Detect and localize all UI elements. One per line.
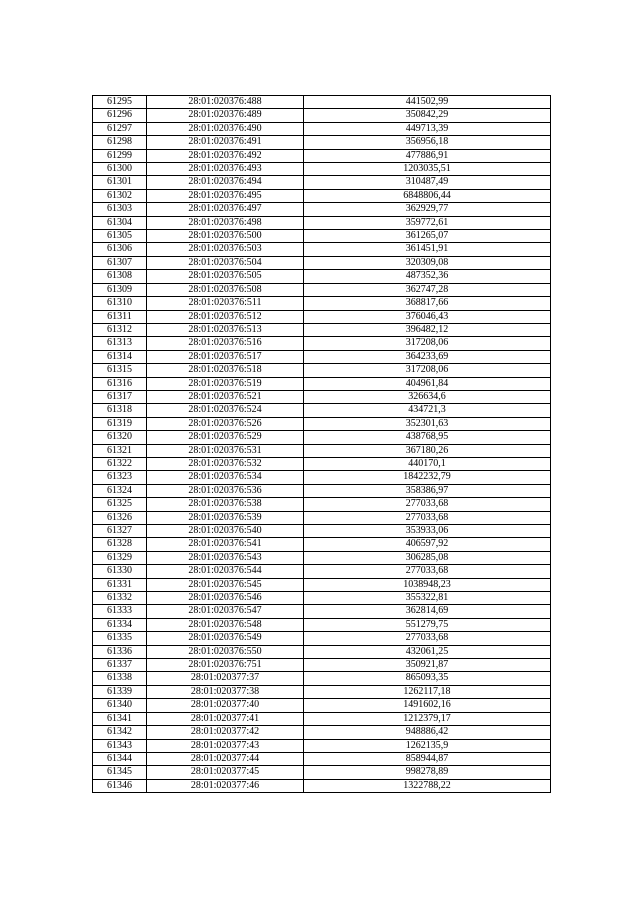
cadastral-value-cell: 1203035,51 — [304, 163, 551, 176]
row-number-cell: 61319 — [93, 417, 147, 430]
cadastral-value-cell: 361451,91 — [304, 243, 551, 256]
cadastral-number-cell: 28:01:020376:549 — [147, 632, 304, 645]
cadastral-number-cell: 28:01:020376:519 — [147, 377, 304, 390]
table-row — [93, 712, 551, 725]
cadastral-number-cell: 28:01:020376:534 — [147, 471, 304, 484]
row-number-cell: 61334 — [93, 618, 147, 631]
table-row — [93, 645, 551, 658]
cadastral-value-cell: 434721,3 — [304, 404, 551, 417]
row-number-cell: 61333 — [93, 605, 147, 618]
row-number-cell: 61300 — [93, 163, 147, 176]
table-row — [93, 404, 551, 417]
table-row — [93, 96, 551, 109]
cadastral-number-cell: 28:01:020377:45 — [147, 766, 304, 779]
table-row — [93, 471, 551, 484]
row-number-cell: 61297 — [93, 122, 147, 135]
table-row — [93, 766, 551, 779]
table-row — [93, 605, 551, 618]
table-row — [93, 511, 551, 524]
row-number-cell: 61322 — [93, 457, 147, 470]
cadastral-value-cell: 367180,26 — [304, 444, 551, 457]
row-number-cell: 61307 — [93, 256, 147, 269]
cadastral-value-cell: 449713,39 — [304, 122, 551, 135]
cadastral-value-cell: 358386,97 — [304, 484, 551, 497]
cadastral-value-cell: 1212379,17 — [304, 712, 551, 725]
row-number-cell: 61335 — [93, 632, 147, 645]
cadastral-value-cell: 356956,18 — [304, 136, 551, 149]
cadastral-number-cell: 28:01:020376:490 — [147, 122, 304, 135]
table-row — [93, 618, 551, 631]
row-number-cell: 61325 — [93, 498, 147, 511]
cadastral-number-cell: 28:01:020376:516 — [147, 337, 304, 350]
table-row — [93, 632, 551, 645]
table-row — [93, 685, 551, 698]
cadastral-number-cell: 28:01:020376:536 — [147, 484, 304, 497]
cadastral-number-cell: 28:01:020376:524 — [147, 404, 304, 417]
row-number-cell: 61311 — [93, 310, 147, 323]
table-row — [93, 672, 551, 685]
row-number-cell: 61321 — [93, 444, 147, 457]
row-number-cell: 61305 — [93, 230, 147, 243]
cadastral-number-cell: 28:01:020376:543 — [147, 551, 304, 564]
cadastral-number-cell: 28:01:020376:550 — [147, 645, 304, 658]
cadastral-number-cell: 28:01:020377:41 — [147, 712, 304, 725]
row-number-cell: 61313 — [93, 337, 147, 350]
cadastral-value-cell: 487352,36 — [304, 270, 551, 283]
cadastral-value-cell: 948886,42 — [304, 726, 551, 739]
row-number-cell: 61342 — [93, 726, 147, 739]
table-row — [93, 565, 551, 578]
cadastral-value-cell: 359772,61 — [304, 216, 551, 229]
table-row — [93, 297, 551, 310]
table-body — [93, 96, 551, 793]
cadastral-number-cell: 28:01:020376:518 — [147, 364, 304, 377]
row-number-cell: 61315 — [93, 364, 147, 377]
row-number-cell: 61301 — [93, 176, 147, 189]
row-number-cell: 61331 — [93, 578, 147, 591]
row-number-cell: 61346 — [93, 779, 147, 792]
table-row — [93, 377, 551, 390]
cadastral-value-cell: 320309,08 — [304, 256, 551, 269]
row-number-cell: 61343 — [93, 739, 147, 752]
table-row — [93, 270, 551, 283]
row-number-cell: 61318 — [93, 404, 147, 417]
cadastral-number-cell: 28:01:020376:541 — [147, 538, 304, 551]
table-row — [93, 525, 551, 538]
cadastral-value-cell: 396482,12 — [304, 323, 551, 336]
row-number-cell: 61338 — [93, 672, 147, 685]
table-row — [93, 390, 551, 403]
cadastral-number-cell: 28:01:020376:511 — [147, 297, 304, 310]
table-row — [93, 163, 551, 176]
cadastral-value-cell: 355322,81 — [304, 592, 551, 605]
table-row — [93, 431, 551, 444]
row-number-cell: 61298 — [93, 136, 147, 149]
cadastral-number-cell: 28:01:020376:544 — [147, 565, 304, 578]
table-row — [93, 310, 551, 323]
cadastral-value-cell: 1491602,16 — [304, 699, 551, 712]
cadastral-value-cell: 326634,6 — [304, 390, 551, 403]
cadastral-number-cell: 28:01:020376:526 — [147, 417, 304, 430]
row-number-cell: 61344 — [93, 752, 147, 765]
row-number-cell: 61299 — [93, 149, 147, 162]
table-row — [93, 538, 551, 551]
cadastral-number-cell: 28:01:020376:547 — [147, 605, 304, 618]
row-number-cell: 61328 — [93, 538, 147, 551]
table-row — [93, 350, 551, 363]
table-row — [93, 122, 551, 135]
cadastral-number-cell: 28:01:020376:546 — [147, 592, 304, 605]
cadastral-number-cell: 28:01:020376:532 — [147, 457, 304, 470]
row-number-cell: 61296 — [93, 109, 147, 122]
cadastral-number-cell: 28:01:020376:504 — [147, 256, 304, 269]
cadastral-value-cell: 362747,28 — [304, 283, 551, 296]
cadastral-number-cell: 28:01:020377:40 — [147, 699, 304, 712]
cadastral-value-cell: 477886,91 — [304, 149, 551, 162]
cadastral-value-cell: 1038948,23 — [304, 578, 551, 591]
cadastral-number-cell: 28:01:020377:43 — [147, 739, 304, 752]
row-number-cell: 61302 — [93, 189, 147, 202]
cadastral-number-cell: 28:01:020376:505 — [147, 270, 304, 283]
cadastral-value-cell: 277033,68 — [304, 565, 551, 578]
cadastral-number-cell: 28:01:020376:500 — [147, 230, 304, 243]
row-number-cell: 61320 — [93, 431, 147, 444]
row-number-cell: 61327 — [93, 525, 147, 538]
cadastral-value-cell: 352301,63 — [304, 417, 551, 430]
cadastral-number-cell: 28:01:020376:495 — [147, 189, 304, 202]
table-row — [93, 364, 551, 377]
row-number-cell: 61314 — [93, 350, 147, 363]
cadastral-number-cell: 28:01:020376:493 — [147, 163, 304, 176]
cadastral-number-cell: 28:01:020376:497 — [147, 203, 304, 216]
table-row — [93, 203, 551, 216]
table-row — [93, 457, 551, 470]
cadastral-value-cell: 353933,06 — [304, 525, 551, 538]
cadastral-number-cell: 28:01:020376:531 — [147, 444, 304, 457]
cadastral-number-cell: 28:01:020376:491 — [147, 136, 304, 149]
row-number-cell: 61332 — [93, 592, 147, 605]
cadastral-number-cell: 28:01:020376:521 — [147, 390, 304, 403]
cadastral-value-cell: 350842,29 — [304, 109, 551, 122]
row-number-cell: 61295 — [93, 96, 147, 109]
cadastral-value-cell: 317208,06 — [304, 337, 551, 350]
table-row — [93, 176, 551, 189]
row-number-cell: 61329 — [93, 551, 147, 564]
cadastral-value-cell: 350921,87 — [304, 659, 551, 672]
table-row — [93, 189, 551, 202]
row-number-cell: 61306 — [93, 243, 147, 256]
row-number-cell: 61303 — [93, 203, 147, 216]
cadastral-number-cell: 28:01:020377:37 — [147, 672, 304, 685]
cadastral-value-cell: 1262117,18 — [304, 685, 551, 698]
cadastral-value-cell: 361265,07 — [304, 230, 551, 243]
cadastral-number-cell: 28:01:020376:539 — [147, 511, 304, 524]
table-row — [93, 779, 551, 792]
table-row — [93, 283, 551, 296]
row-number-cell: 61330 — [93, 565, 147, 578]
row-number-cell: 61310 — [93, 297, 147, 310]
table-row — [93, 551, 551, 564]
cadastral-value-cell: 362814,69 — [304, 605, 551, 618]
table-row — [93, 323, 551, 336]
cadastral-value-cell: 865093,35 — [304, 672, 551, 685]
row-number-cell: 61323 — [93, 471, 147, 484]
table-row — [93, 256, 551, 269]
cadastral-number-cell: 28:01:020376:489 — [147, 109, 304, 122]
row-number-cell: 61336 — [93, 645, 147, 658]
table-row — [93, 659, 551, 672]
cadastral-value-cell: 306285,08 — [304, 551, 551, 564]
cadastral-value-cell: 441502,99 — [304, 96, 551, 109]
cadastral-value-cell: 998278,89 — [304, 766, 551, 779]
table-row — [93, 417, 551, 430]
cadastral-value-cell: 362929,77 — [304, 203, 551, 216]
cadastral-value-cell: 404961,84 — [304, 377, 551, 390]
cadastral-value-cell: 376046,43 — [304, 310, 551, 323]
cadastral-number-cell: 28:01:020376:538 — [147, 498, 304, 511]
cadastral-number-cell: 28:01:020377:44 — [147, 752, 304, 765]
cadastral-value-cell: 438768,95 — [304, 431, 551, 444]
row-number-cell: 61304 — [93, 216, 147, 229]
cadastral-value-cell: 277033,68 — [304, 632, 551, 645]
row-number-cell: 61309 — [93, 283, 147, 296]
cadastral-number-cell: 28:01:020376:508 — [147, 283, 304, 296]
cadastral-number-cell: 28:01:020376:545 — [147, 578, 304, 591]
table-row — [93, 498, 551, 511]
table-row — [93, 752, 551, 765]
table-row — [93, 739, 551, 752]
cadastral-value-cell: 6848806,44 — [304, 189, 551, 202]
cadastral-value-cell: 368817,66 — [304, 297, 551, 310]
cadastral-number-cell: 28:01:020376:529 — [147, 431, 304, 444]
cadastral-number-cell: 28:01:020376:517 — [147, 350, 304, 363]
row-number-cell: 61341 — [93, 712, 147, 725]
cadastral-number-cell: 28:01:020377:38 — [147, 685, 304, 698]
cadastral-value-cell: 364233,69 — [304, 350, 551, 363]
cadastral-number-cell: 28:01:020376:751 — [147, 659, 304, 672]
cadastral-value-cell: 406597,92 — [304, 538, 551, 551]
table-row — [93, 230, 551, 243]
table-row — [93, 216, 551, 229]
row-number-cell: 61312 — [93, 323, 147, 336]
row-number-cell: 61337 — [93, 659, 147, 672]
row-number-cell: 61339 — [93, 685, 147, 698]
table-row — [93, 484, 551, 497]
cadastral-number-cell: 28:01:020376:513 — [147, 323, 304, 336]
table-row — [93, 109, 551, 122]
cadastral-value-cell: 551279,75 — [304, 618, 551, 631]
cadastral-value-cell: 1322788,22 — [304, 779, 551, 792]
row-number-cell: 61317 — [93, 390, 147, 403]
table-row — [93, 136, 551, 149]
row-number-cell: 61345 — [93, 766, 147, 779]
table-row — [93, 337, 551, 350]
row-number-cell: 61308 — [93, 270, 147, 283]
cadastral-number-cell: 28:01:020376:503 — [147, 243, 304, 256]
cadastral-number-cell: 28:01:020377:42 — [147, 726, 304, 739]
cadastral-value-cell: 310487,49 — [304, 176, 551, 189]
cadastral-value-cell: 277033,68 — [304, 511, 551, 524]
cadastral-value-cell: 858944,87 — [304, 752, 551, 765]
table-row — [93, 726, 551, 739]
row-number-cell: 61326 — [93, 511, 147, 524]
cadastral-value-cell: 440170,1 — [304, 457, 551, 470]
table-row — [93, 243, 551, 256]
cadastral-number-cell: 28:01:020377:46 — [147, 779, 304, 792]
table-row — [93, 699, 551, 712]
cadastral-value-cell: 317208,06 — [304, 364, 551, 377]
cadastral-number-cell: 28:01:020376:540 — [147, 525, 304, 538]
cadastral-value-table — [92, 95, 551, 793]
cadastral-number-cell: 28:01:020376:498 — [147, 216, 304, 229]
cadastral-number-cell: 28:01:020376:492 — [147, 149, 304, 162]
cadastral-number-cell: 28:01:020376:512 — [147, 310, 304, 323]
table-row — [93, 444, 551, 457]
table-row — [93, 592, 551, 605]
row-number-cell: 61316 — [93, 377, 147, 390]
cadastral-value-cell: 432061,25 — [304, 645, 551, 658]
cadastral-value-cell: 1262135,9 — [304, 739, 551, 752]
table-row — [93, 578, 551, 591]
cadastral-value-cell: 1842232,79 — [304, 471, 551, 484]
row-number-cell: 61340 — [93, 699, 147, 712]
cadastral-number-cell: 28:01:020376:488 — [147, 96, 304, 109]
cadastral-value-cell: 277033,68 — [304, 498, 551, 511]
table-row — [93, 149, 551, 162]
cadastral-number-cell: 28:01:020376:548 — [147, 618, 304, 631]
cadastral-number-cell: 28:01:020376:494 — [147, 176, 304, 189]
row-number-cell: 61324 — [93, 484, 147, 497]
